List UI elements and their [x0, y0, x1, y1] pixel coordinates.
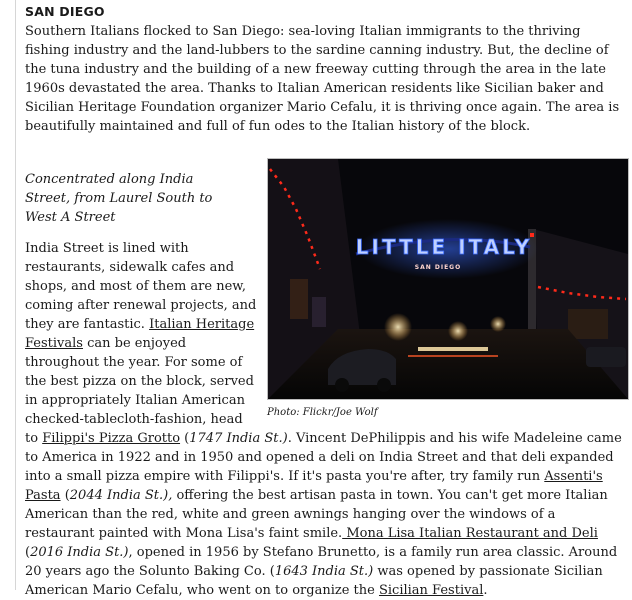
night-street-scene [268, 159, 628, 399]
body-text-2: can be enjoyed throughout the year. For some of the best pizza on the block, served in appropriately Italian American checked-tablecloth-fashion, head to [25, 336, 254, 446]
little-italy-photo [267, 158, 629, 400]
italian-heritage-festivals-link[interactable]: Italian Heritage Festivals [25, 317, 255, 351]
mona-lisa-address: 2016 India St.) [30, 545, 129, 560]
sicilian-festival-link[interactable]: Sicilian Festival [378, 583, 484, 598]
assentis-address: 2044 India St.), [69, 488, 173, 503]
filippis-pizza-grotto-link[interactable]: Filippi's Pizza Grotto [42, 431, 181, 446]
assentis-pasta-link[interactable]: Assenti's Pasta [25, 469, 603, 503]
tagline: Concentrated along India Street, from Laurel South to West A Street [25, 172, 213, 225]
body-text-10: . [483, 583, 488, 598]
filippis-address: 1747 India St.) [189, 431, 288, 446]
body-text-6: offering the best artisan pasta in town. You can't get more Italian American than the red, white and green awnings hanging over the windows of a restaurant painted with Mona Lisa's faint smile. [25, 488, 608, 541]
photo-figure [267, 158, 629, 420]
body-text-5: ( [60, 488, 70, 503]
body-text-4: . Vincent DePhilippis and his wife Madeleine came to America in 1922 and in 1950 and opened a deli on India Street and that deli expanded into a small pizza empire with Filippi's. If it's pasta you're after, try family run [25, 431, 622, 484]
body-text-8: , opened in 1956 by Stefano Brunetto, is a family run area classic. Around 20 years ago the Solunto Baking Co. ( [25, 545, 618, 579]
intro-paragraph: Southern Italians flocked to San Diego: sea-loving Italian immigrants to the thriving fishing industry and the land-lubbers to the sardine canning industry. But, the decline of the tuna industry and the building of a new freeway cutting through the area in the late 1960s devastated the area. Thanks to Italian American residents like Sicilian baker and Sicilian Heritage Foundation organizer Mario Cefalu, it is thriving once again. The area is beautifully maintained and full of fun odes to the Italian history of the block. [25, 24, 620, 134]
body-text-7: ( [25, 545, 31, 560]
body-text-1: India Street is lined with restaurants, sidewalk cafes and shops, and most of them are new, coming after renewal projects, and they are fantastic. [25, 241, 257, 332]
body-text-3: ( [180, 431, 190, 446]
sign-subtext: SAN DIEGO [414, 264, 462, 271]
body-text-9: was opened by passionate Sicilian American Mario Cefalu, who went on to organize the [25, 564, 603, 598]
solunto-address: 1643 India St.) [274, 564, 374, 579]
mona-lisa-restaurant-link[interactable]: Mona Lisa Italian Restaurant and Deli [342, 526, 598, 541]
left-column-rule [15, 0, 16, 590]
article [25, 4, 625, 600]
sign-neon-text: LITTLE ITALY [355, 235, 533, 259]
section-heading: SAN DIEGO [25, 4, 105, 19]
light-streak [418, 347, 488, 351]
photo-credit: Photo: Flickr/Joe Wolf [267, 407, 378, 418]
